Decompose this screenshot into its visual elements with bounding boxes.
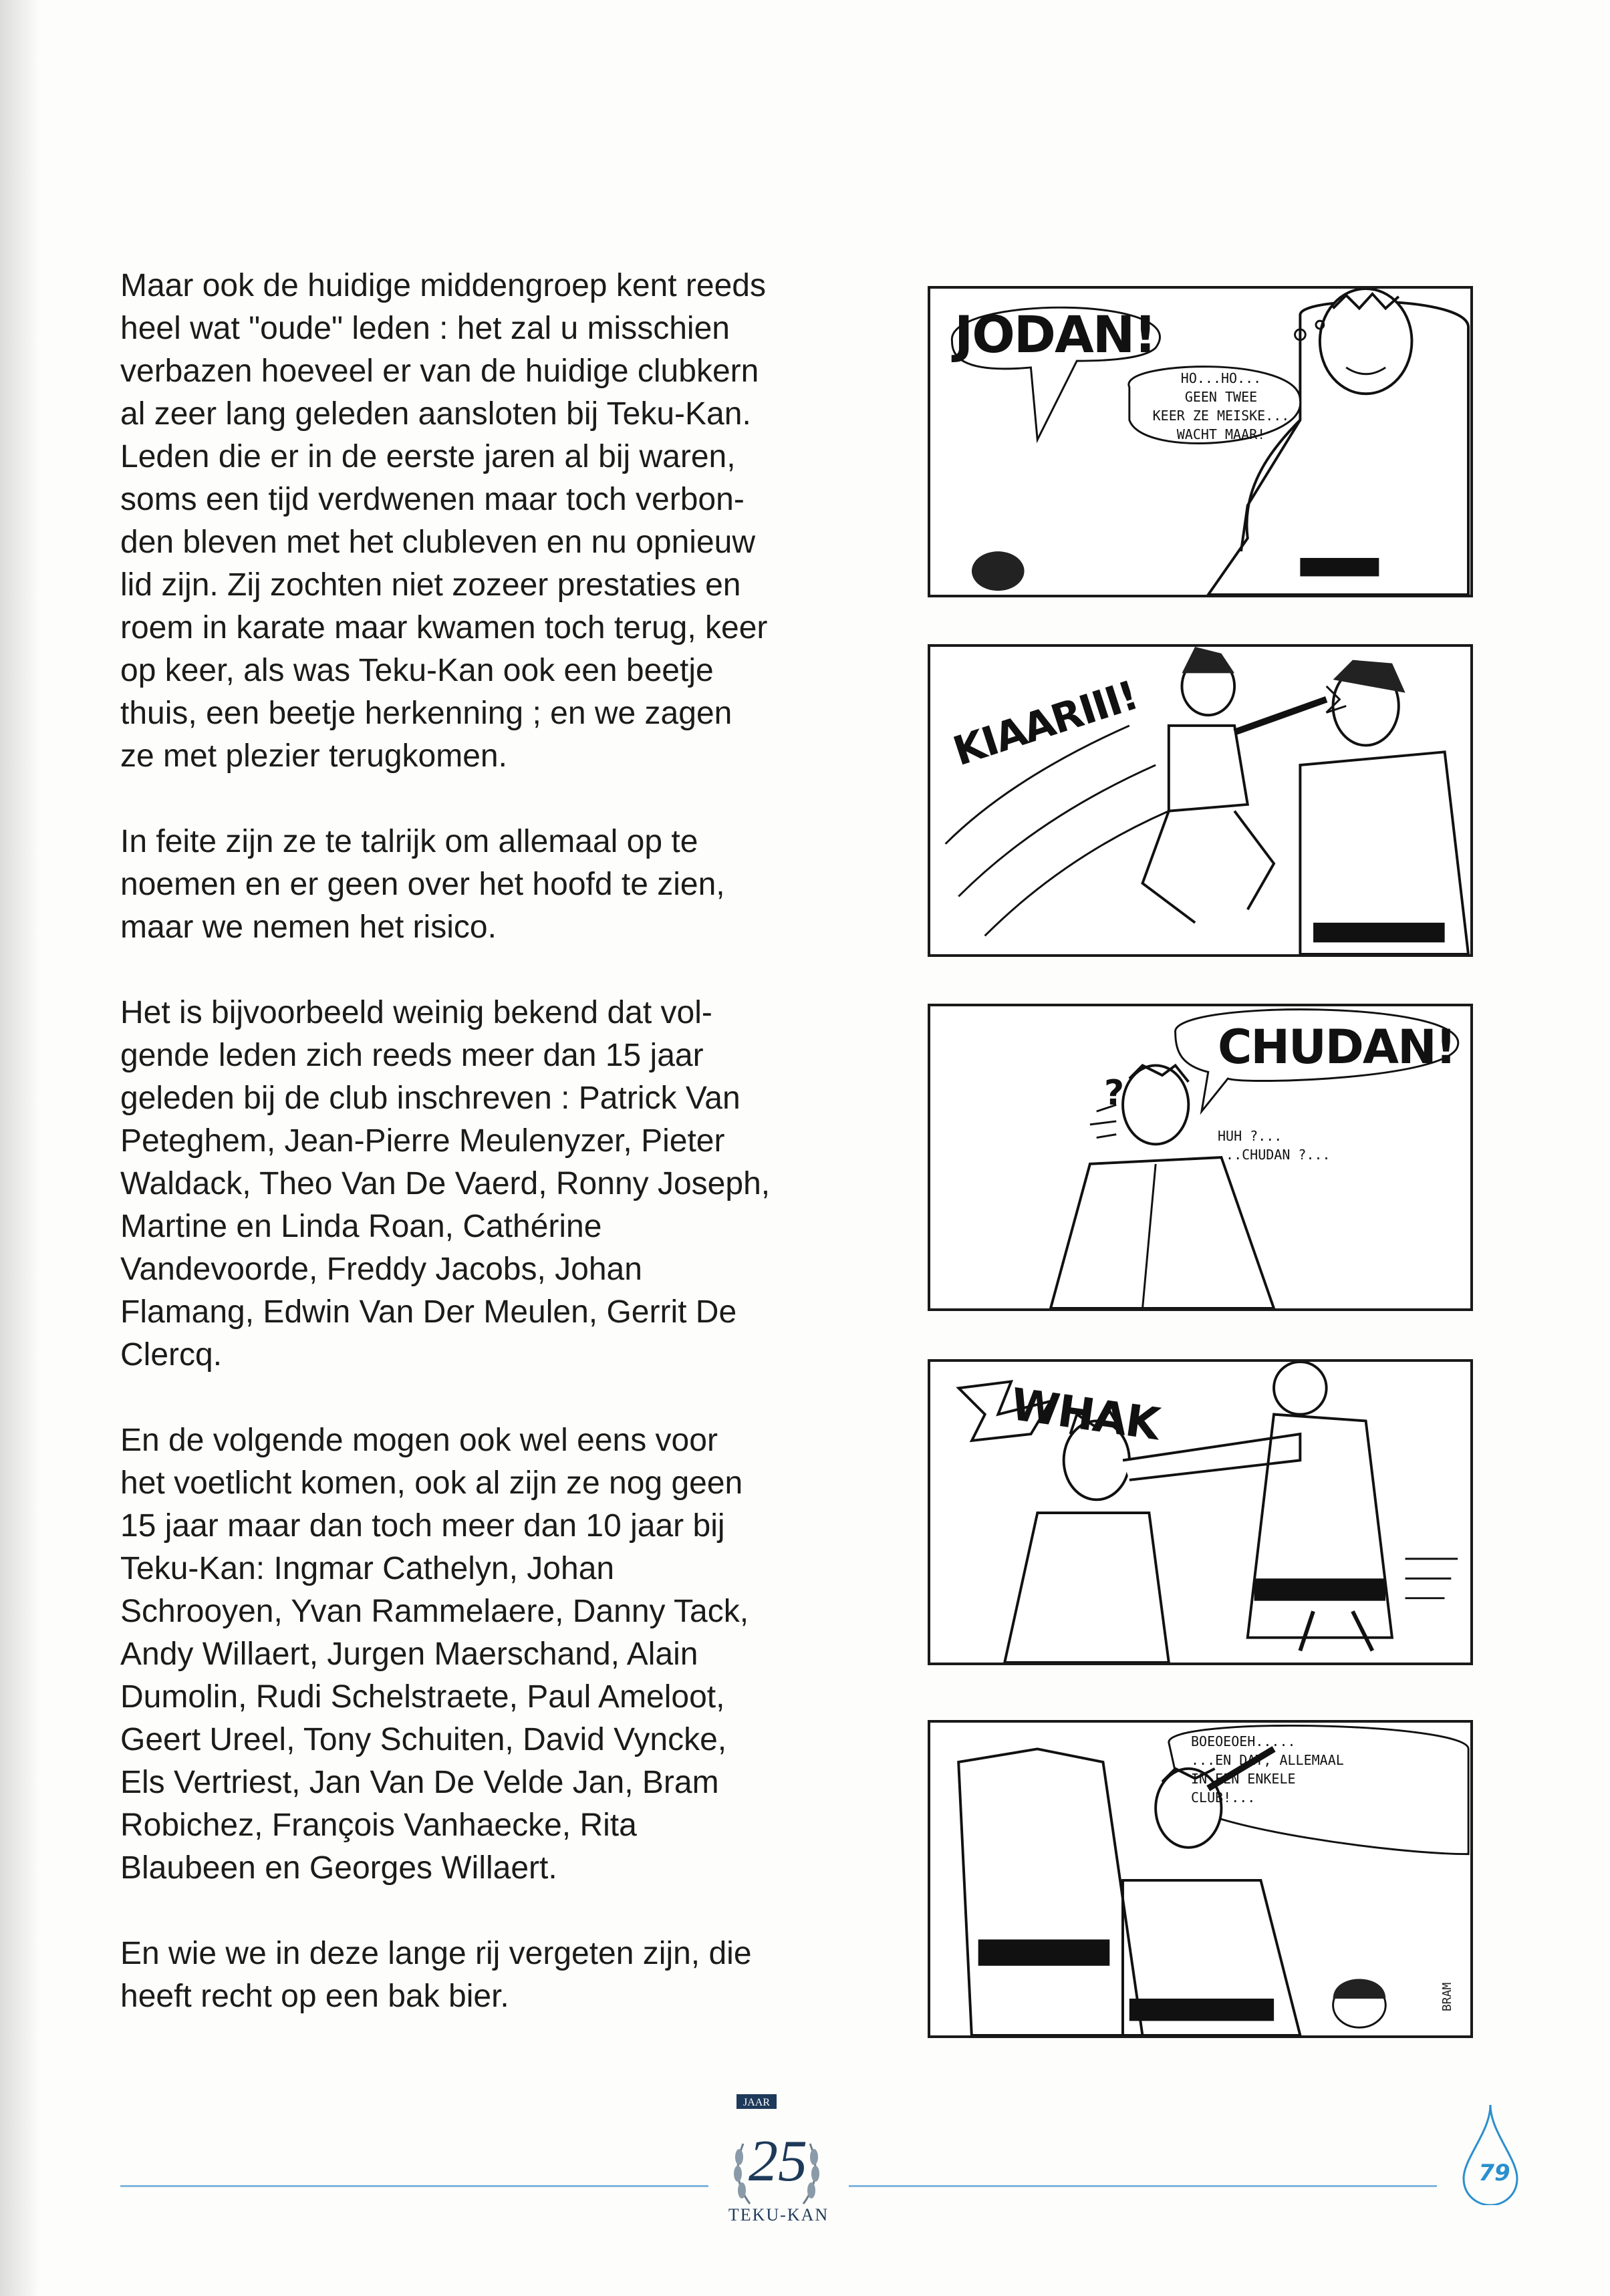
logo-number-text: 25 — [749, 2129, 807, 2194]
comic-panel-5 — [928, 1720, 1473, 2038]
panel-2-shout: KIAARIII! — [948, 672, 1144, 776]
logo-name: TEKU-KAN — [728, 2205, 829, 2225]
page-number: 79 — [1478, 2160, 1510, 2186]
panel-4-sfx: WHAK — [1007, 1378, 1162, 1451]
logo-jaar-text: JAAR — [743, 2097, 771, 2108]
article-body — [120, 265, 876, 2061]
binding-shadow — [0, 0, 40, 2296]
comic-panel-1 — [928, 286, 1473, 597]
panel-1-thought-text: HO...HO... GEEN TWEE KEER ZE MEISKE... WACHT MAAR! — [1152, 370, 1290, 442]
panel-3-question-mark: ? — [1104, 1073, 1123, 1113]
panel-1-shout: JODAN! — [954, 305, 1156, 364]
footer-divider-right — [849, 2185, 1437, 2187]
comic-panel-2 — [928, 644, 1473, 957]
laurel-icon — [723, 2090, 830, 2224]
panel-5-speech-text: BOEOEOEH..... ...EN DAT, ALLEMAAL IN EEN ENKELE CLUB!... — [1191, 1733, 1344, 1806]
footer-divider-left — [120, 2185, 708, 2187]
panel-3-speech-text: HUH ?... ...CHUDAN ?... — [1218, 1128, 1331, 1163]
paragraph-1: Maar ook de huidige middengroep kent reeds heel wat "oude" leden : het zal u misschien verbazen hoeveel er van de huidige clubkern al zeer lang geleden aansloten bij Teku-Kan. Leden die er in de eerste jaren al bij waren, soms een tijd verdwenen maar toch verbon- den bleven met het clubleven en nu opnieuw lid zijn. Zij zochten niet zozeer prestaties en roem in karate maar kwamen toch terug, keer op keer, als was Teku-Kan ook een beetje thuis, een beetje herkenning ; en we zagen ze met plezier terugkomen. — [120, 268, 768, 774]
artist-signature: BRAM — [1440, 1982, 1455, 2012]
comic-panel-4 — [928, 1359, 1473, 1665]
panel-3-shout: CHUDAN! — [1218, 1020, 1456, 1074]
paragraph-5: En wie we in deze lange rij vergeten zijn, die heeft recht op een bak bier. — [120, 1936, 752, 2014]
comic-panel-3 — [928, 1004, 1473, 1311]
paragraph-4: En de volgende mogen ook wel eens voor het voetlicht komen, ook al zijn ze nog geen 15 jaar maar dan toch meer dan 10 jaar bij Teku-Kan: Ingmar Cathelyn, Johan Schrooyen, Yvan Rammelaere, Danny Tack, Andy Willaert, Jurgen Maerschand, Alain Dumolin, Rudi Schelstraete, Paul Ameloot, Geert Ureel, Tony Schuiten, David Vyncke, Els Vertriest, Jan Van De Velde Jan, Bram Robichez, François Vanhaecke, Rita Blaubeen en Georges Willaert. — [120, 1423, 749, 1886]
page-number-drop-icon — [1450, 2105, 1530, 2205]
paragraph-3: Het is bijvoorbeeld weinig bekend dat vol- gende leden zich reeds meer dan 15 jaar geleden bij de club inschreven : Patrick Van Peteghem, Jean-Pierre Meulenyzer, Pieter Waldack, Theo Van De Vaerd, Ronny Joseph, Martine en Linda Roan, Cathérine Vandevoorde, Freddy Jacobs, Johan Flamang, Edwin Van Der Meulen, Gerrit De Clercq. — [120, 995, 771, 1373]
teku-kan-25-logo — [723, 2090, 830, 2224]
panel-2-drawing — [930, 647, 1470, 954]
paragraph-2: In feite zijn ze te talrijk om allemaal op te noemen en er geen over het hoofd te zien, maar we nemen het risico. — [120, 824, 725, 945]
